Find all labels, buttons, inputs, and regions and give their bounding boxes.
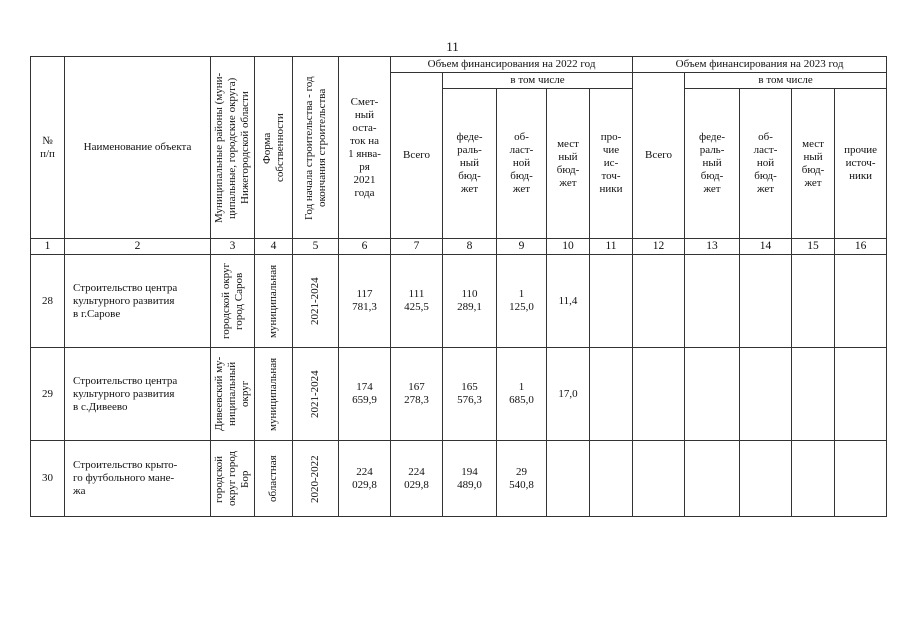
years-cell xyxy=(293,255,339,348)
other-2022-value xyxy=(590,348,633,441)
local-2023-value xyxy=(792,441,835,517)
total-2023-value xyxy=(633,255,685,348)
regional-2022-value: 1 685,0 xyxy=(497,348,547,441)
header-ownership-text: Форма собственности xyxy=(260,113,286,182)
header-including-2022: в том числе xyxy=(443,73,633,89)
header-balance: Смет- ный оста- ток на 1 янва- ря 2021 года xyxy=(339,57,391,239)
header-municipality xyxy=(211,57,255,239)
other-2023-value xyxy=(835,255,887,348)
municipality-cell xyxy=(211,348,255,441)
header-federal-2023: феде- раль- ный бюд- жет xyxy=(685,89,740,239)
financing-table xyxy=(30,56,887,517)
column-number: 5 xyxy=(293,239,339,255)
header-total-2023: Всего xyxy=(633,73,685,239)
total-2022-value: 111 425,5 xyxy=(391,255,443,348)
column-number: 6 xyxy=(339,239,391,255)
other-2022-value xyxy=(590,441,633,517)
ownership-text: муниципальная xyxy=(267,264,279,338)
ownership-cell xyxy=(255,255,293,348)
municipality-text: Дивеевский му- ниципальный округ xyxy=(213,356,251,432)
federal-2023-value xyxy=(685,348,740,441)
local-2022-value: 11,4 xyxy=(547,255,590,348)
header-regional-2023: об- ласт- ной бюд- жет xyxy=(740,89,792,239)
ownership-text: областная xyxy=(267,455,279,502)
row-num: 28 xyxy=(31,255,65,348)
years-cell xyxy=(293,348,339,441)
column-number: 8 xyxy=(443,239,497,255)
municipality-cell xyxy=(211,255,255,348)
regional-2023-value xyxy=(740,441,792,517)
years-text: 2021-2024 xyxy=(309,277,321,325)
table-row xyxy=(31,441,887,517)
column-number: 1 xyxy=(31,239,65,255)
header-local-2022: мест ный бюд- жет xyxy=(547,89,590,239)
balance-value: 117 781,3 xyxy=(339,255,391,348)
header-municipality-text: Муниципальные районы (муни- ципальные, городские округа) Нижегородской области xyxy=(213,72,251,223)
column-number: 9 xyxy=(497,239,547,255)
header-fin-2023: Объем финансирования на 2023 год xyxy=(633,57,887,73)
balance-value: 224 029,8 xyxy=(339,441,391,517)
column-number: 2 xyxy=(65,239,211,255)
total-2023-value xyxy=(633,348,685,441)
object-name: Строительство крыто- го футбольного мане- жа xyxy=(65,441,211,517)
federal-2022-value: 165 576,3 xyxy=(443,348,497,441)
header-ownership xyxy=(255,57,293,239)
regional-2023-value xyxy=(740,255,792,348)
header-num: № п/п xyxy=(31,57,65,239)
column-number: 15 xyxy=(792,239,835,255)
years-cell xyxy=(293,441,339,517)
other-2023-value xyxy=(835,441,887,517)
column-number-row xyxy=(31,239,887,255)
local-2023-value xyxy=(792,348,835,441)
header-years-text: Год начала строительства - год окончания строительства xyxy=(302,75,328,220)
ownership-text: муниципальная xyxy=(267,357,279,431)
column-number: 16 xyxy=(835,239,887,255)
regional-2023-value xyxy=(740,348,792,441)
total-2022-value: 167 278,3 xyxy=(391,348,443,441)
header-other-2023: прочие источ- ники xyxy=(835,89,887,239)
table-row xyxy=(31,348,887,441)
row-num: 29 xyxy=(31,348,65,441)
federal-2023-value xyxy=(685,255,740,348)
local-2022-value: 17,0 xyxy=(547,348,590,441)
municipality-text: городской округ город Саров xyxy=(219,262,245,340)
local-2022-value xyxy=(547,441,590,517)
column-number: 12 xyxy=(633,239,685,255)
row-num: 30 xyxy=(31,441,65,517)
header-local-2023: мест ный бюд- жет xyxy=(792,89,835,239)
table-row xyxy=(31,255,887,348)
column-number: 10 xyxy=(547,239,590,255)
header-regional-2022: об- ласт- ной бюд- жет xyxy=(497,89,547,239)
total-2023-value xyxy=(633,441,685,517)
regional-2022-value: 29 540,8 xyxy=(497,441,547,517)
federal-2022-value: 110 289,1 xyxy=(443,255,497,348)
ownership-cell xyxy=(255,348,293,441)
municipality-cell xyxy=(211,441,255,517)
column-number: 3 xyxy=(211,239,255,255)
balance-value: 174 659,9 xyxy=(339,348,391,441)
header-total-2022: Всего xyxy=(391,73,443,239)
header-fin-2022: Объем финансирования на 2022 год xyxy=(391,57,633,73)
other-2023-value xyxy=(835,348,887,441)
header-name: Наименование объекта xyxy=(65,57,211,239)
column-number: 11 xyxy=(590,239,633,255)
column-number: 4 xyxy=(255,239,293,255)
ownership-cell xyxy=(255,441,293,517)
page-number: 11 xyxy=(446,39,459,54)
column-number: 13 xyxy=(685,239,740,255)
column-number: 7 xyxy=(391,239,443,255)
total-2022-value: 224 029,8 xyxy=(391,441,443,517)
regional-2022-value: 1 125,0 xyxy=(497,255,547,348)
local-2023-value xyxy=(792,255,835,348)
other-2022-value xyxy=(590,255,633,348)
header-years xyxy=(293,57,339,239)
object-name: Строительство центра культурного развития в с.Дивеево xyxy=(65,348,211,441)
header-other-2022: про- чие ис- точ- ники xyxy=(590,89,633,239)
years-text: 2020-2022 xyxy=(309,454,321,503)
column-number: 14 xyxy=(740,239,792,255)
header-including-2023: в том числе xyxy=(685,73,887,89)
object-name: Строительство центра культурного развития в г.Сарове xyxy=(65,255,211,348)
federal-2023-value xyxy=(685,441,740,517)
municipality-text: городской округ город Бор xyxy=(213,451,251,506)
years-text: 2021-2024 xyxy=(309,370,321,418)
header-federal-2022: феде- раль- ный бюд- жет xyxy=(443,89,497,239)
federal-2022-value: 194 489,0 xyxy=(443,441,497,517)
